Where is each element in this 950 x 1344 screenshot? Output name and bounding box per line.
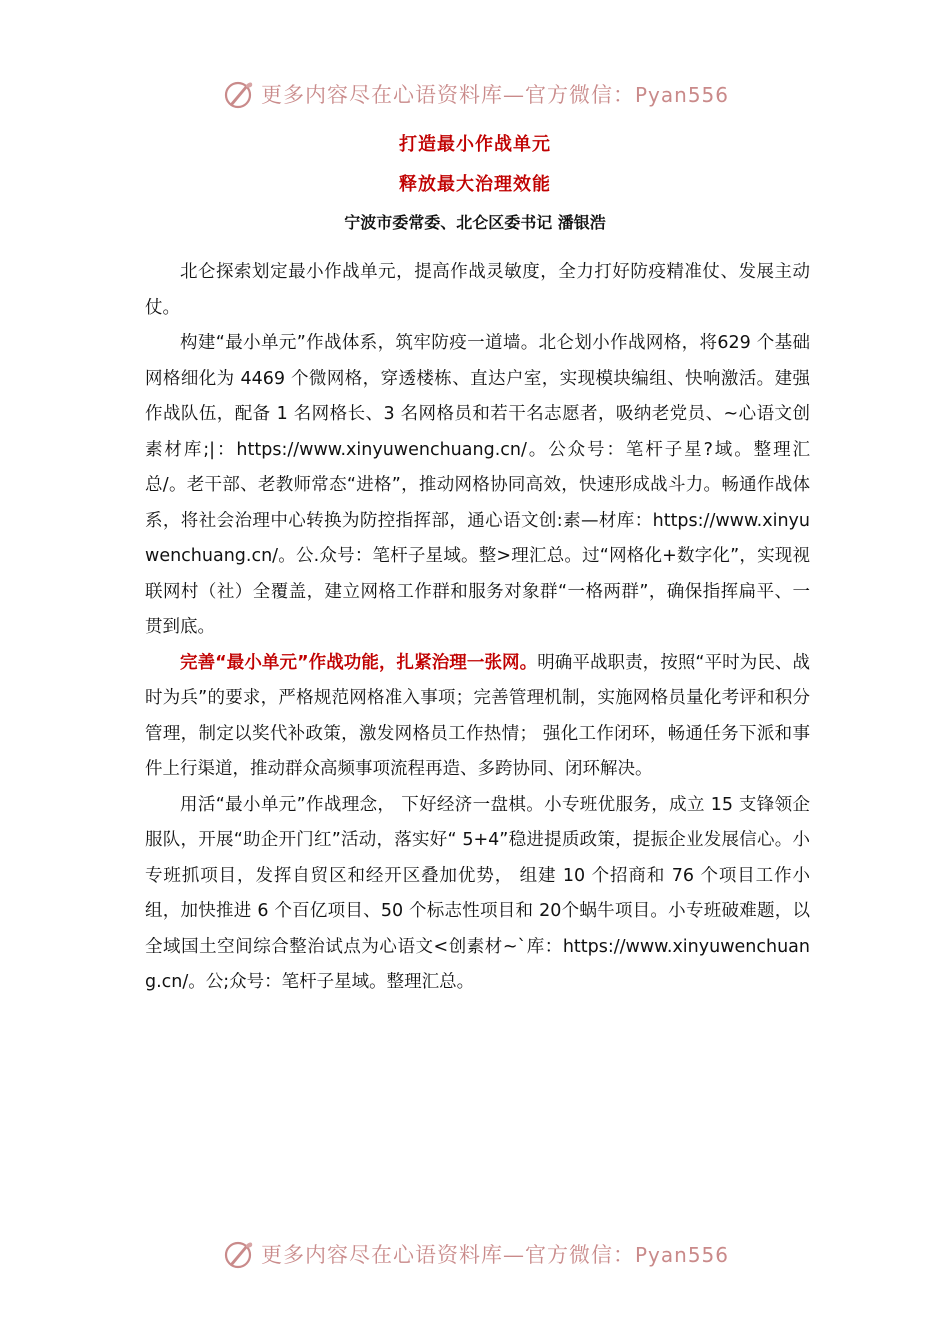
article-author: 宁波市委常委、北仑区委书记 潘银浩 [344,213,606,232]
watermark-text-cn: 更多内容尽在心语资料库—官方微信： [260,83,635,107]
paragraph-2-text: 构建“最小单元”作战体系，筑牢防疫一道墙。北仑划小作战网格，将629 个基础网格细化为 4469 个微网格，穿透楼栋、直达户室，实现模块编组、快响激活。建强作战队伍，配备 1 名网格长、3 名网格员和若干名志愿者，吸纳老党员、~心语文创素材库;|：https://www.xinyuwenchuang.cn/。公众号：笔杆子星?域。整理汇总/。老干部、老教师常态“进格”，推动网格协同高效，快速形成战斗力。畅通作战体系，将社会治理中心转换为防控指挥部，通心语文创:素—材库：https://www.xinyuwenchuang.cn/。公.众号：笔杆子星域。整>理汇总。过“网格化+数字化”，实现视联网村（社）全覆盖，建立网格工作群和服务对象群“一格两群”，确保指挥扁平、一贯到底。 [145,333,810,637]
watermark-text [261,1239,729,1269]
article-body [145,255,810,1001]
paragraph-1-text: 北仑探索划定最小作战单元，提高作战灵敏度，全力打好防疫精准仗、发展主动仗。 [145,262,810,318]
quill-logo-icon [221,77,255,111]
watermark-banner-bottom [0,1232,950,1276]
watermark-text [261,79,729,109]
quill-logo-icon [221,1237,255,1271]
watermark-text-cn: 更多内容尽在心语资料库—官方微信： [260,1243,635,1267]
paragraph-1 [145,255,810,326]
article-title-line2: 释放最大治理效能 [399,174,551,195]
paragraph-4-text: 用活“最小单元”作战理念， 下好经济一盘棋。小专班优服务，成立 15 支锋领企服队，开展“助企开门红”活动，落实好“ 5+4”稳进提质政策，提振企业发展信心。小专班抓项目，发挥自贸区和经开区叠加优势， 组建 10 个招商和 76 个项目工作小组，加快推进 6 个百亿项目、50 个标志性项目和 20个蜗牛项目。小专班破难题，以全域国土空间综合整治试点为心语文<创素材~`库：https://www.xinyuwenchuang.cn/。公;众号：笔杆子星域。整理汇总。 [145,794,810,992]
paragraph-3-text: 明确平战职责，按照“平时为民、战时为兵”的要求，严格规范网格准入事项；完善管理机制，实施网格员量化考评和积分管理，制定以奖代补政策，激发网格员工作热情； 强化工作闭环，畅通任务下派和事件上行渠道，推动群众高频事项流程再造、多跨协同、闭环解决。 [145,652,810,779]
paragraph-2 [145,326,810,646]
watermark-wechat-id: Pyan556 [634,83,729,107]
article-title-line1: 打造最小作战单元 [399,134,551,155]
paragraph-3-lead: 完善“最小单元”作战功能，扎紧治理一张网。 [180,652,538,673]
watermark-wechat-id: Pyan556 [634,1243,729,1267]
paragraph-3 [145,646,810,788]
paragraph-4 [145,788,810,1001]
watermark-banner-top [0,72,950,116]
